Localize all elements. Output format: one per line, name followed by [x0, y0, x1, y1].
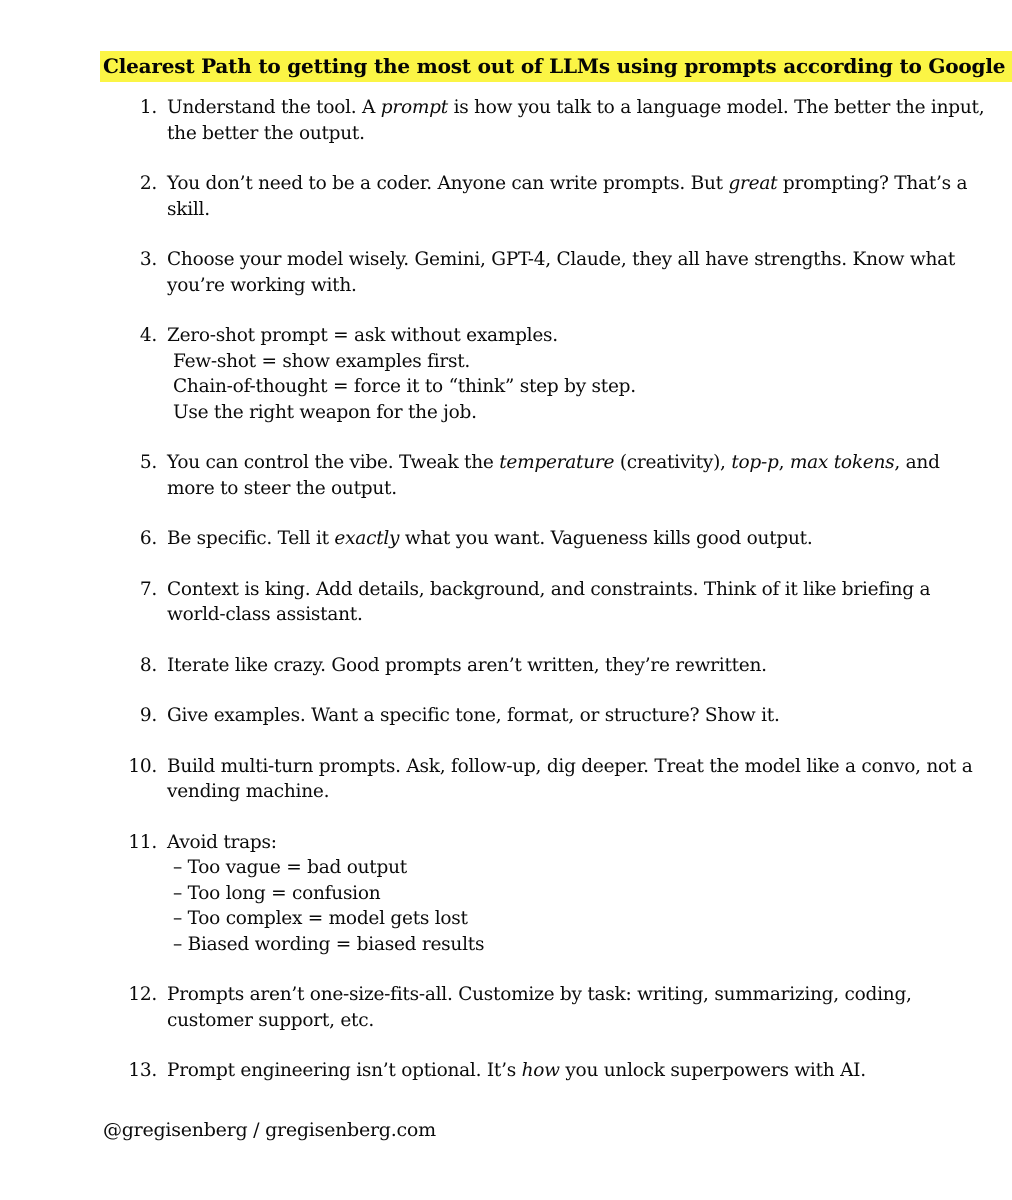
text-line: Give examples. Want a specific tone, format, or structure? Show it.: [167, 705, 780, 726]
item-text: [157, 450, 997, 501]
item-number: 10.: [128, 755, 157, 777]
list-item: [103, 982, 997, 1033]
text-line: the better the output.: [167, 122, 365, 144]
item-text: [157, 754, 997, 805]
text-line: Context is king. Add details, background, and constraints. Think of it like briefing a: [167, 578, 931, 600]
item-number: 4.: [139, 325, 157, 346]
item-text: [157, 703, 997, 729]
item-text: [157, 653, 997, 679]
text-line: Prompts aren’t one-size-fits-all. Customize by task: writing, summarizing, coding,: [167, 984, 912, 1005]
text-line: You can control the vibe. Tweak the temperature (creativity), top-p, max tokens, and: [167, 452, 940, 473]
list-item: [103, 450, 997, 501]
item-number: 8.: [139, 654, 157, 676]
item-number: 7.: [139, 578, 157, 600]
item-text: [157, 577, 997, 628]
text-line: skill.: [167, 198, 210, 220]
text-line: Choose your model wisely. Gemini, GPT-4, Claude, they all have strengths. Know what: [167, 249, 956, 270]
item-number: 12.: [128, 984, 157, 1005]
text-line: – Biased wording = biased results: [173, 933, 485, 955]
list-item: [103, 703, 997, 729]
text-line: Build multi-turn prompts. Ask, follow-up, dig deeper. Treat the model like a convo, not a: [167, 755, 973, 777]
tips-list: [103, 95, 997, 1109]
list-item: [103, 1058, 997, 1084]
item-number: 6.: [139, 528, 157, 549]
text-line: Avoid traps:: [167, 831, 277, 853]
text-line: – Too vague = bad output: [173, 857, 407, 878]
text-line: Zero-shot prompt = ask without examples.: [167, 325, 558, 346]
list-item: [103, 653, 997, 679]
text-line: Prompt engineering isn’t optional. It’s how you unlock superpowers with AI.: [167, 1060, 866, 1081]
text-line: customer support, etc.: [167, 1009, 374, 1031]
text-line: Be specific. Tell it exactly what you want. Vagueness kills good output.: [167, 528, 813, 549]
item-number: 5.: [139, 452, 157, 473]
text-line: world-class assistant.: [167, 604, 363, 625]
text-line: Understand the tool. A prompt is how you talk to a language model. The better the input,: [167, 97, 985, 118]
text-line: Few-shot = show examples first.: [173, 350, 471, 372]
item-text: [157, 1058, 997, 1084]
list-item: [103, 247, 997, 298]
item-number: 1.: [139, 97, 157, 118]
list-item: [103, 171, 997, 222]
item-text: [157, 830, 997, 958]
item-text: [157, 95, 997, 146]
item-text: [157, 171, 997, 222]
text-line: you’re working with.: [167, 274, 357, 296]
text-line: Use the right weapon for the job.: [173, 401, 477, 423]
list-item: [103, 323, 997, 425]
item-text: [157, 247, 997, 298]
item-number: 3.: [139, 249, 157, 270]
list-item: [103, 577, 997, 628]
item-text: [157, 323, 997, 425]
item-number: 2.: [139, 173, 157, 194]
item-number: 13.: [128, 1060, 157, 1081]
list-item: [103, 95, 997, 146]
text-line: Iterate like crazy. Good prompts aren’t written, they’re rewritten.: [167, 654, 767, 676]
text-line: You don’t need to be a coder. Anyone can write prompts. But great prompting? That’s a: [167, 173, 968, 194]
list-item: [103, 754, 997, 805]
author-credit: @gregisenberg / gregisenberg.com: [103, 1119, 436, 1141]
text-line: vending machine.: [167, 781, 330, 802]
title-block: [100, 51, 1012, 82]
text-line: more to steer the output.: [167, 477, 397, 499]
page-title: Clearest Path to getting the most out of LLMs using prompts according to Google: [100, 51, 1012, 82]
item-number: 9.: [139, 705, 157, 726]
item-text: [157, 982, 997, 1033]
list-item: [103, 830, 997, 958]
list-item: [103, 526, 997, 552]
text-line: – Too complex = model gets lost: [173, 908, 468, 929]
text-line: – Too long = confusion: [173, 882, 381, 904]
item-number: 11.: [128, 831, 157, 853]
text-line: Chain-of-thought = force it to “think” step by step.: [173, 376, 636, 397]
item-text: [157, 526, 997, 552]
